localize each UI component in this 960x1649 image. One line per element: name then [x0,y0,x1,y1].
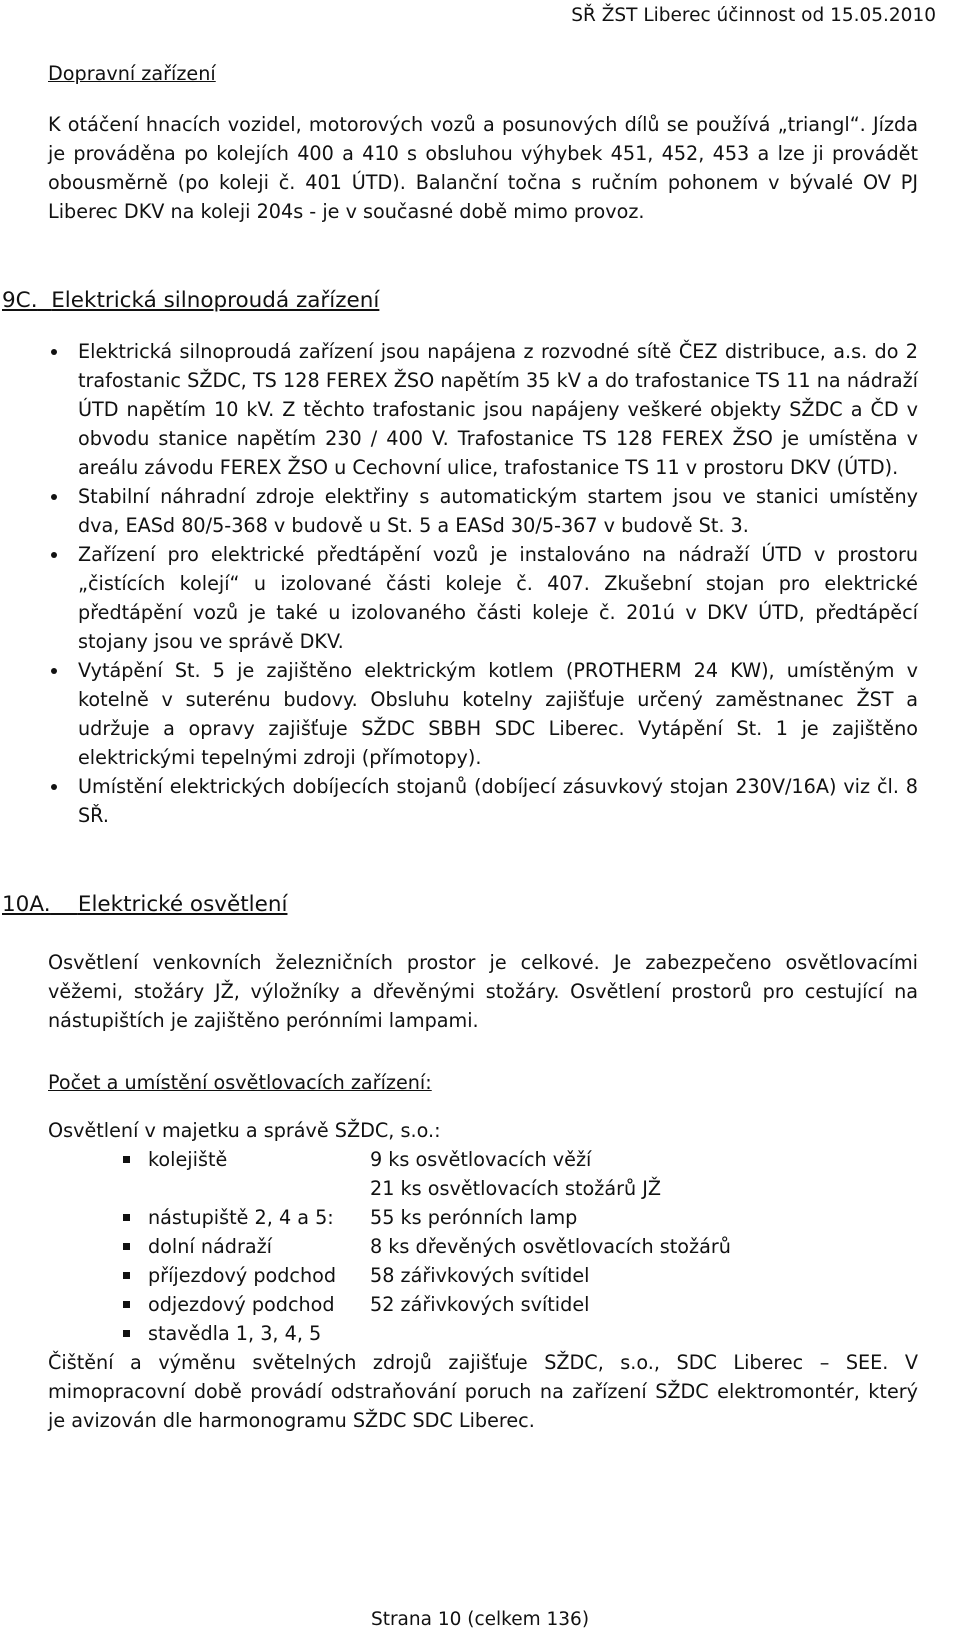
lighting-closing: Čištění a výměnu světelných zdrojů zajišťuje SŽDC, s.o., SDC Liberec – SEE. V mimopracovní době provádí odstraňování poruch na zařízení SŽDC elektromontér, který je avizován dle harmonogramu SŽDC SDC Liberec. [48,1351,918,1432]
list-item [48,1203,918,1232]
item-name: dolní nádraží [148,1235,272,1258]
lighting-list [48,1145,918,1348]
section-9c-number: 9C. [2,288,38,313]
item-name: stavědla 1, 3, 4, 5 [148,1322,322,1345]
dopravni-paragraph: K otáčení hnacích vozidel, motorových vozů a posunových dílů se používá „triangl“. Jízda je prováděna po kolejích 400 a 410 s obsluhou výhybek 451, 452, 453 a lze ji provádět obousměrně (po koleji č. 401 ÚTD). Balanční točna s ručním pohonem v bývalé OV PJ Liberec DKV na koleji 204s - je v současné době mimo provoz. [48,113,918,223]
list-item [48,1290,918,1319]
item-name: odjezdový podchod [148,1293,335,1316]
section-10a-title: Elektrické osvětlení [77,892,288,917]
item-name [101,1174,370,1203]
lighting-owner: Osvětlení v majetku a správě SŽDC, s.o.: [48,1119,441,1142]
list-item [48,1174,918,1203]
item-name: kolejiště [148,1148,228,1171]
section-9c-bullets [48,337,918,830]
item-name: příjezdový podchod [148,1264,337,1287]
list-item: Vytápění St. 5 je zajištěno elektrickým kotlem (PROTHERM 24 KW), umístěným v kotelně v suterénu budovy. Obsluhu kotelny zajišťuje určený zaměstnanec ŽST a udržuje a opravy zajišťuje SŽDC SBBH SDC Liberec. Vytápění St. 1 je zajištěno elektrickými tepelnými zdroji (přímotopy). [48,656,918,772]
page-footer: Strana 10 (celkem 136) [370,1609,590,1630]
list-item [48,1145,918,1174]
list-item [48,1319,918,1348]
section-9c-title: Elektrická silnoproudá zařízení [51,288,380,313]
section-10a-heading [2,890,918,919]
section-10a-number: 10A. [2,892,51,917]
document-body [2,59,918,1435]
list-item [48,1232,918,1261]
list-item: Stabilní náhradní zdroje elektřiny s automatickým startem jsou ve stanici umístěny dva, EASd 80/5-368 v budově u St. 5 a EASd 30/5-367 v budově St. 3. [48,482,918,540]
item-name: nástupiště 2, 4 a 5: [148,1206,334,1229]
item-value: 8 ks dřevěných osvětlovacích stožárů [370,1235,731,1258]
list-item: Zařízení pro elektrické předtápění vozů je instalováno na nádraží ÚTD v prostoru „čistících kolejí“ u izolované části koleje č. 407. Zkušební stojan pro elektrické předtápění vozů je také u izolovaného části koleje č. 201ú v DKV ÚTD, předtápěcí stojany jsou ve správě DKV. [48,540,918,656]
item-value: 9 ks osvětlovacích věží [370,1148,592,1171]
dopravni-heading: Dopravní zařízení [48,62,216,85]
item-value: 21 ks osvětlovacích stožárů JŽ [370,1177,662,1200]
item-value: 52 zářivkových svítidel [370,1293,590,1316]
page-header: SŘ ŽST Liberec účinnost od 15.05.2010 [571,5,936,26]
lighting-paragraph: Osvětlení venkovních železničních prostor je celkové. Je zabezpečeno osvětlovacími věžemi, stožáry JŽ, výložníky a dřevěnými stožáry. Osvětlení prostorů pro cestující na nástupištích je zajištěno perónními lampami. [48,951,918,1032]
list-item: Elektrická silnoproudá zařízení jsou napájena z rozvodné sítě ČEZ distribuce, a.s. do 2 trafostanic SŽDC, TS 128 FEREX ŽSO napětím 35 kV a do trafostanice TS 11 na nádraží ÚTD napětím 10 kV. Z těchto trafostanic jsou napájeny veškeré objekty SŽDC a ČD v obvodu stanice napětím 230 / 400 V. Trafostanice TS 128 FEREX ŽSO je umístěna v areálu závodu FEREX ŽSO u Cechovní ulice, trafostanice TS 11 v prostoru DKV (ÚTD). [48,337,918,482]
section-9c-heading [2,286,918,315]
item-value: 55 ks perónních lamp [370,1206,578,1229]
list-item: Umístění elektrických dobíjecích stojanů (dobíjecí zásuvkový stojan 230V/16A) viz čl. 8 SŘ. [48,772,918,830]
lighting-subheading: Počet a umístění osvětlovacích zařízení: [48,1071,432,1094]
list-item [48,1261,918,1290]
item-value: 58 zářivkových svítidel [370,1264,590,1287]
